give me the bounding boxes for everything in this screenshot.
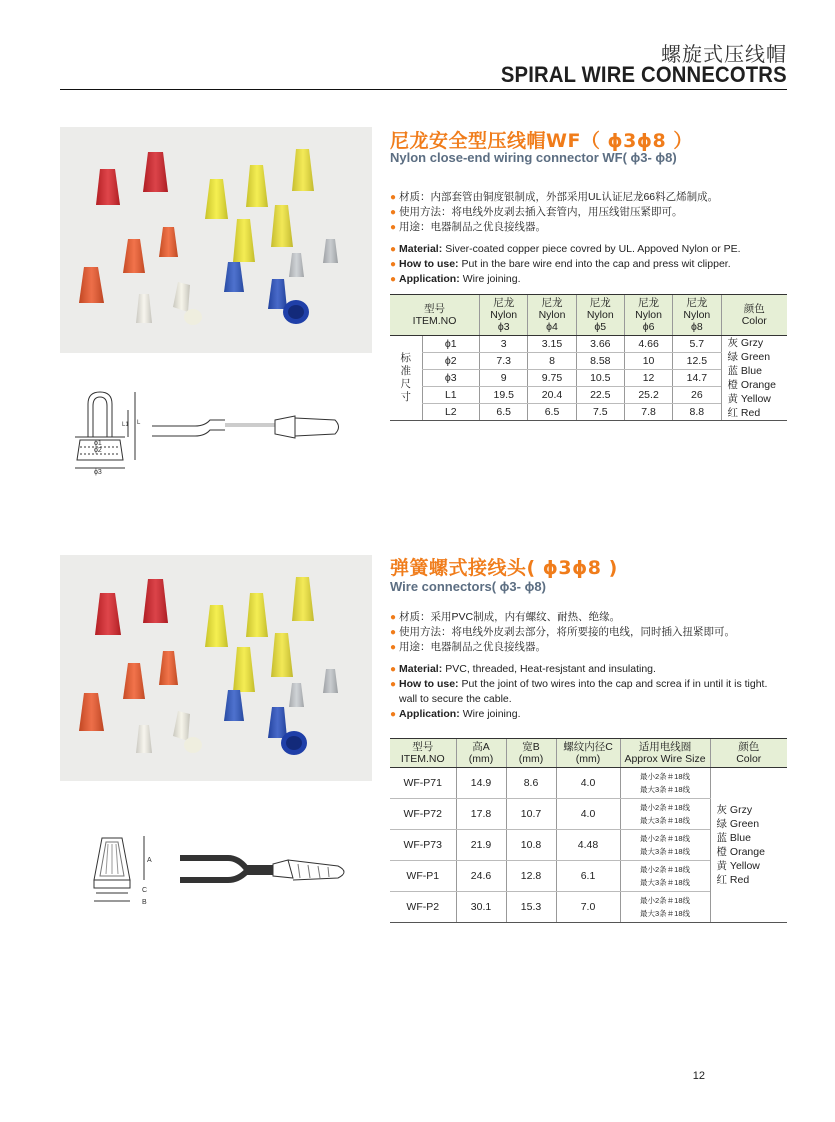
col-header-model: 型号 ITEM.NO — [390, 295, 480, 336]
col-header-size: 尼龙 Nylon ϕ3 — [480, 295, 528, 336]
spec-table-wire-connectors — [390, 738, 787, 923]
bullet-dot-icon: ● — [390, 244, 397, 255]
diagram-label-l: L — [137, 420, 141, 426]
table-row: 标 准 尺 寸 ϕ1 3 3.15 3.66 4.66 5.7 灰 Grzy 绿 Green 蓝 Blue 橙 Orange 黄 Yellow 红 Red — [390, 336, 787, 353]
section2-title-en: Wire connectors( ϕ3- ϕ8) — [390, 579, 546, 594]
table-row: L1 19.5 20.4 22.5 25.2 26 — [390, 387, 787, 404]
bullet-item: ● 用途：电器制品之优良接线器。 — [390, 641, 547, 653]
section2-bullets — [390, 610, 785, 722]
bullet-item: ● Application: Wire joining. — [390, 708, 521, 720]
bullet-item: ● 用途：电器制品之优良接线器。 — [390, 221, 547, 233]
table-row: WF-P1 24.6 12.8 6.1 最小2条＃18线 最大3条＃18线 — [390, 861, 787, 892]
section1-bullets — [390, 190, 790, 287]
col-header-a: 高A (mm) — [456, 739, 506, 768]
col-header-c: 螺纹内径C (mm) — [556, 739, 620, 768]
table-row: WF-P71 14.9 8.6 4.0 最小2条＃18线 最大3条＃18线 灰 Grzy 绿 Green 蓝 Blue 橙 Orange 黄 Yellow 红 Red — [390, 768, 787, 799]
diagram-label-phi3: ϕ3 — [94, 469, 102, 476]
col-header-size: 尼龙 Nylon ϕ8 — [673, 295, 721, 336]
bullet-dot-icon: ● — [390, 192, 397, 203]
bullet-dot-icon: ● — [390, 274, 397, 285]
col-header-b: 宽B (mm) — [506, 739, 556, 768]
bullet-item: ● Material: Siver-coated copper piece covred by UL. Appoved Nylon or PE. — [390, 243, 741, 255]
diagram-label-a: A — [147, 857, 152, 864]
bullet-dot-icon: ● — [390, 207, 397, 218]
diagram-label-phi1: ϕ1 — [94, 440, 102, 447]
table-row: WF-P73 21.9 10.8 4.48 最小2条＃18线 最大3条＃18线 — [390, 830, 787, 861]
side-label: 标 准 尺 寸 — [390, 336, 422, 421]
section1-title-cn: 尼龙安全型压线帽WF（ ϕ3ϕ8 ） — [390, 130, 693, 152]
bullet-item: ● Material: PVC, threaded, Heat-resjstant and insulating. — [390, 663, 656, 675]
bullet-dot-icon: ● — [390, 222, 397, 233]
page-title-en: SPIRAL WIRE CONNECOTRS — [501, 62, 787, 87]
spec-table-wf — [390, 294, 787, 421]
page-number: 12 — [692, 1070, 705, 1082]
table-row: ϕ3 9 9.75 10.5 12 14.7 — [390, 370, 787, 387]
bullet-item: ● 使用方法：将电线外皮剥去部分，将所要接的电线，同时插入扭紧即可。 — [390, 626, 736, 638]
col-header-color: 颜色 Color — [710, 739, 787, 768]
col-header-color: 颜色 Color — [721, 295, 787, 336]
color-list: 灰 Grzy 绿 Green 蓝 Blue 橙 Orange 黄 Yellow 红 Red — [710, 768, 787, 923]
table-row: L2 6.5 6.5 7.5 7.8 8.8 — [390, 404, 787, 421]
bullet-dot-icon: ● — [390, 679, 397, 690]
table-row: WF-P72 17.8 10.7 4.0 最小2条＃18线 最大3条＃18线 — [390, 799, 787, 830]
bullet-dot-icon: ● — [390, 259, 397, 270]
col-header-size: 尼龙 Nylon ϕ4 — [528, 295, 576, 336]
bullet-item: ● How to use: Put the joint of two wires into the cap and screa if in until it is tight. wall to secure the cable. — [390, 678, 768, 705]
diagram-label-phi2: ϕ2 — [94, 447, 102, 454]
bullet-item: ● Application: Wire joining. — [390, 273, 521, 285]
product-photo-wf — [60, 127, 372, 353]
bullet-dot-icon: ● — [390, 612, 397, 623]
col-header-wire-size: 适用电线圈 Approx Wire Size — [620, 739, 710, 768]
section1-title-en: Nylon close-end wiring connector WF( ϕ3- ϕ8) — [390, 150, 677, 165]
dimension-diagram-wf — [60, 382, 360, 482]
header-divider — [60, 89, 787, 90]
bullet-dot-icon: ● — [390, 642, 397, 653]
bullet-item: ● 使用方法：将电线外皮剥去插入套管内，用压线钳压紧即可。 — [390, 206, 683, 218]
dimension-diagram-wire-connector — [88, 828, 378, 918]
color-list: 灰 Grzy 绿 Green 蓝 Blue 橙 Orange 黄 Yellow 红 Red — [721, 336, 787, 421]
bullet-item: ● 材质：内部套管由铜度银制成，外部采用UL认证尼龙66料乙烯制成。 — [390, 191, 719, 203]
col-header-model: 型号 ITEM.NO — [390, 739, 456, 768]
bullet-dot-icon: ● — [390, 664, 397, 675]
bullet-item: ● How to use: Put in the bare wire end into the cap and press wit clipper. — [390, 258, 731, 270]
bullet-dot-icon: ● — [390, 627, 397, 638]
page-title-cn: 螺旋式压线帽 — [661, 42, 787, 66]
diagram-label-l1: L1 — [122, 422, 129, 428]
product-photo-wire-connectors — [60, 555, 372, 781]
section2-title-cn: 弹簧螺式接线头( ϕ3ϕ8 ) — [390, 557, 618, 579]
bullet-dot-icon: ● — [390, 709, 397, 720]
table-row: ϕ2 7.3 8 8.58 10 12.5 — [390, 353, 787, 370]
bullet-item: ● 材质：采用PVC制成，内有螺纹、耐热、绝缘。 — [390, 611, 621, 623]
table-row: WF-P2 30.1 15.3 7.0 最小2条＃18线 最大3条＃18线 — [390, 892, 787, 923]
diagram-label-b: B — [142, 899, 147, 906]
col-header-size: 尼龙 Nylon ϕ5 — [576, 295, 624, 336]
diagram-label-c: C — [142, 887, 148, 894]
col-header-size: 尼龙 Nylon ϕ6 — [624, 295, 672, 336]
